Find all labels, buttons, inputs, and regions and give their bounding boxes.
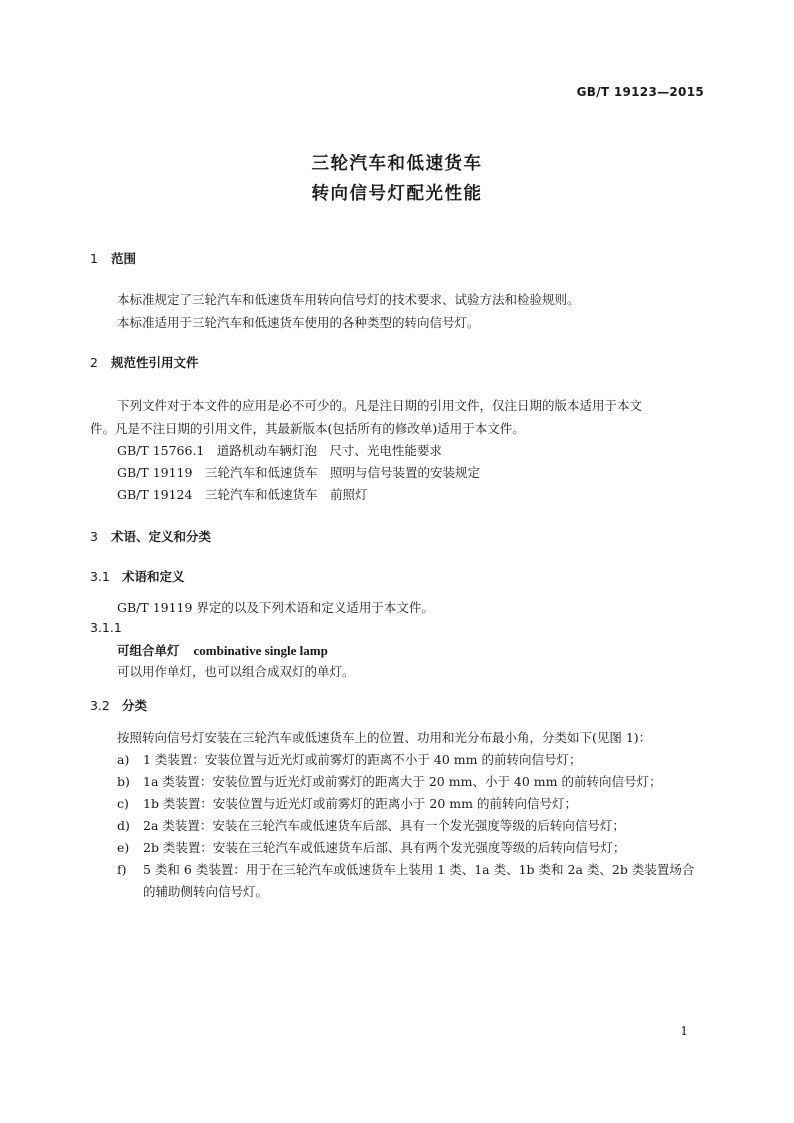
section-number: 1	[90, 251, 98, 266]
section-number: 3.1.1	[90, 620, 122, 635]
term-entry	[117, 641, 328, 659]
subsection-3-2-heading	[90, 696, 147, 714]
list-text: 1 类装置：安装位置与近光灯或前雾灯的距离不小于 40 mm 的前转向信号灯；	[143, 752, 582, 767]
list-item-continuation: 的辅助侧转向信号灯。	[143, 884, 269, 899]
list-text: 2b 类装置：安装在三轮汽车或低速货车后部、具有两个发光强度等级的后转向信号灯；	[143, 840, 626, 855]
standard-number: GB/T 19123—2015	[576, 85, 704, 99]
paragraph: 下列文件对于本文件的应用是必不可少的。凡是注日期的引用文件，仅注日期的版本适用于本文	[117, 398, 643, 413]
list-item	[117, 816, 625, 834]
subsection-3-1-heading	[90, 567, 185, 585]
list-text: 5 类和 6 类装置：用于在三轮汽车或低速货车上装用 1 类、1a 类、1b 类和 2a 类、2b 类装置场合	[143, 862, 695, 877]
list-key: a)	[117, 752, 130, 767]
list-item	[117, 794, 577, 812]
paragraph: 按照转向信号灯安装在三轮汽车或低速货车上的位置、功用和光分布最小角，分类如下(见图 1)：	[117, 730, 652, 745]
section-number: 3.2	[90, 698, 110, 713]
list-text: 2a 类装置：安装在三轮汽车或低速货车后部、具有一个发光强度等级的后转向信号灯；	[143, 818, 625, 833]
section-3-heading	[90, 527, 211, 545]
subsection-3-1-1-number	[90, 620, 122, 635]
term-definition: 可以用作单灯，也可以组合成双灯的单灯。	[117, 664, 355, 679]
list-item	[117, 750, 581, 768]
paragraph: GB/T 19119 界定的以及下列术语和定义适用于本文件。	[117, 600, 434, 615]
paragraph: 本标准适用于三轮汽车和低速货车使用的各种类型的转向信号灯。	[117, 315, 480, 330]
section-1-heading	[90, 249, 136, 267]
term-chinese: 可组合单灯	[117, 643, 180, 658]
section-title: 术语和定义	[122, 569, 185, 584]
list-key: f)	[117, 862, 127, 877]
reference-item: GB/T 19124 三轮汽车和低速货车 前照灯	[117, 487, 368, 502]
section-2-heading	[90, 353, 199, 371]
term-english: combinative single lamp	[193, 643, 328, 658]
section-title: 规范性引用文件	[111, 355, 199, 370]
list-key: c)	[117, 796, 129, 811]
list-key: e)	[117, 840, 130, 855]
list-key: b)	[117, 774, 130, 789]
list-text: 1b 类装置：安装位置与近光灯或前雾灯的距离小于 20 mm 的前转向信号灯；	[143, 796, 577, 811]
paragraph: 件。凡是不注日期的引用文件，其最新版本(包括所有的修改单)适用于本文件。	[90, 421, 525, 436]
list-item	[117, 838, 625, 856]
paragraph: 本标准规定了三轮汽车和低速货车用转向信号灯的技术要求、试验方法和检验规则。	[117, 292, 580, 307]
list-item	[117, 860, 694, 878]
section-title: 分类	[122, 698, 148, 713]
page-number: 1	[680, 1024, 688, 1038]
list-key: d)	[117, 818, 130, 833]
document-title-line2: 转向信号灯配光性能	[311, 184, 483, 204]
list-item	[117, 772, 661, 790]
section-title: 范围	[111, 251, 137, 266]
section-number: 2	[90, 355, 98, 370]
reference-item: GB/T 15766.1 道路机动车辆灯泡 尺寸、光电性能要求	[117, 443, 442, 458]
section-number: 3	[90, 529, 98, 544]
document-title-line1: 三轮汽车和低速货车	[311, 154, 483, 174]
list-text: 1a 类装置：安装位置与近光灯或前雾灯的距离大于 20 mm、小于 40 mm 的前转向信号灯；	[143, 774, 662, 789]
reference-item: GB/T 19119 三轮汽车和低速货车 照明与信号装置的安装规定	[117, 465, 480, 480]
section-number: 3.1	[90, 569, 110, 584]
section-title: 术语、定义和分类	[111, 529, 212, 544]
